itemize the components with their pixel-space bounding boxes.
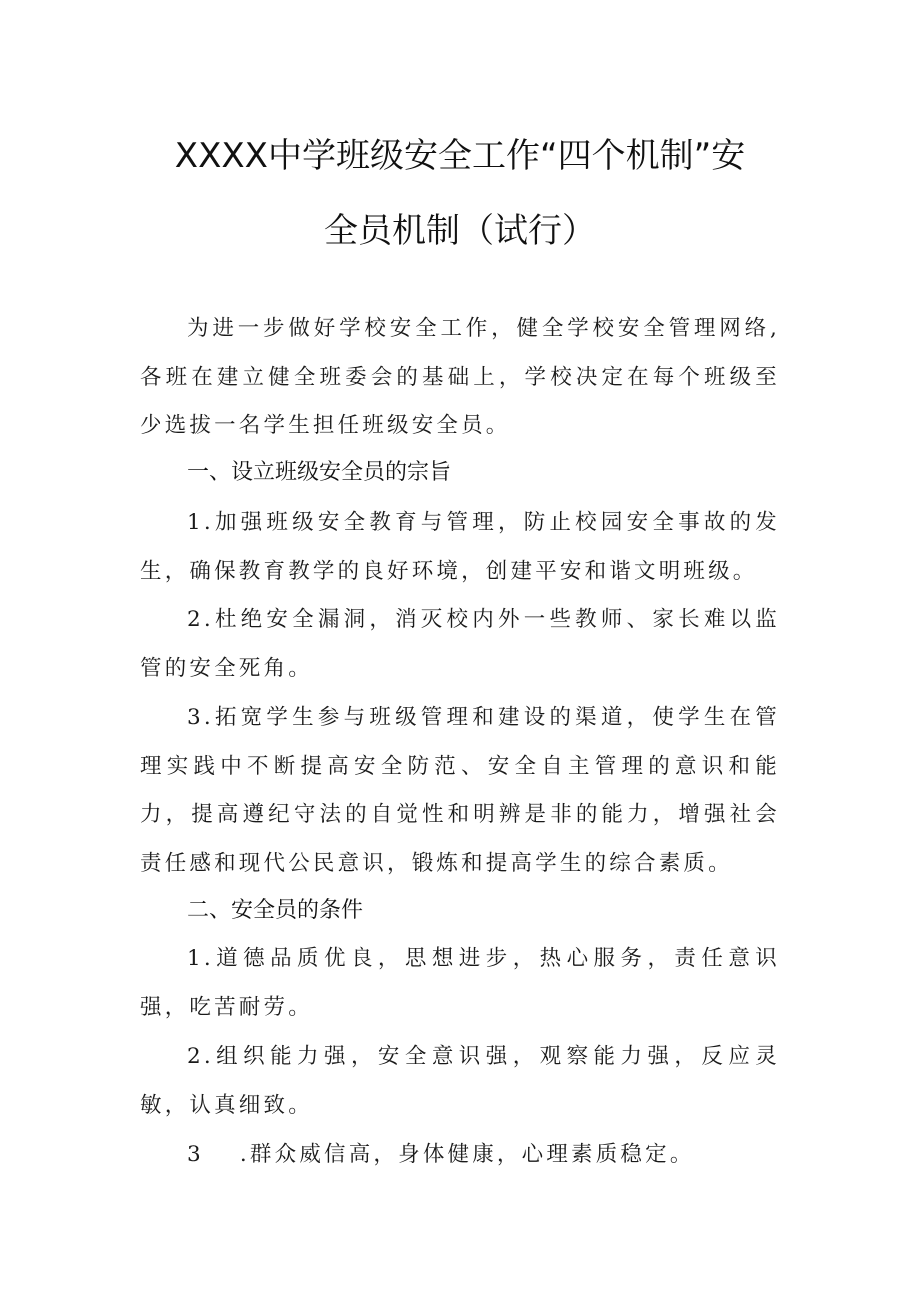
section-2-heading: 二、安全员的条件: [187, 898, 364, 923]
intro-paragraph: 为进一步做好学校安全工作，健全学校安全管理网络,各班在建立健全班委会的基础上，学校决定在每个班级至少选拔一名学生担任班级安全员。: [140, 316, 780, 438]
item-text: .杜绝安全漏洞，消灭校内外一些教师、家长难以监管的安全死角。: [140, 607, 780, 681]
section-1-item-1: [140, 499, 780, 596]
item-number: 1: [187, 946, 204, 971]
item-number: 3: [187, 1142, 204, 1167]
item-text: .组织能力强，安全意识强，观察能力强，反应灵敏，认真细致。: [140, 1044, 780, 1118]
section-2-item-1: [140, 935, 780, 1032]
item-text: .群众威信高，身体健康，心理素质稳定。: [239, 1142, 695, 1167]
section-1-heading: 一、设立班级安全员的宗旨: [187, 460, 452, 485]
document-title-line-1: XXXX中学班级安全工作“四个机制”安: [174, 136, 746, 176]
item-number: 1: [187, 510, 204, 535]
section-2-item-3: [140, 1131, 780, 1180]
item-text: .加强班级安全教育与管理，防止校园安全事故的发生，确保教育教学的良好环境，创建平安和谐文明班级。: [140, 510, 780, 584]
item-number: 2: [187, 607, 204, 632]
item-number: 2: [187, 1044, 204, 1069]
section-1-item-2: [140, 596, 780, 693]
section-2-item-2: [140, 1033, 780, 1130]
section-1-item-3: [140, 694, 780, 888]
document-title-line-2: 全员机制（试行）: [324, 211, 596, 251]
item-number: 3: [187, 705, 204, 730]
item-text: .拓宽学生参与班级管理和建设的渠道，使学生在管理实践中不断提高安全防范、安全自主管理的意识和能力，提高遵纪守法的自觉性和明辨是非的能力，增强社会责任感和现代公民意识，锻炼和提高学生的综合素质。: [140, 705, 780, 876]
item-text: .道德品质优良，思想进步，热心服务，责任意识强，吃苦耐劳。: [140, 946, 780, 1020]
